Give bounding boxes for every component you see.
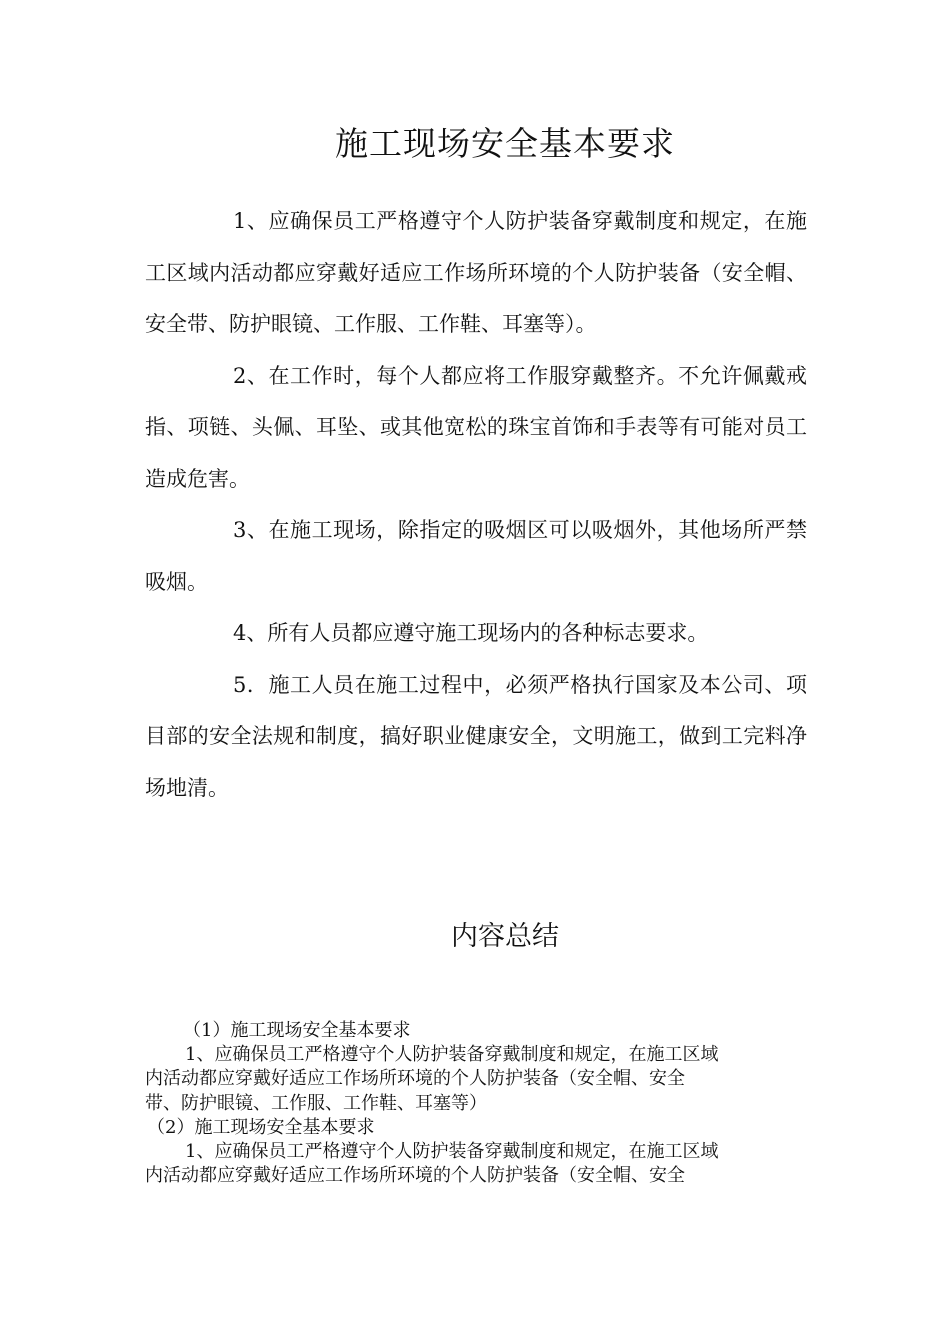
- summary-line: 带、防护眼镜、工作服、工作鞋、耳塞等）: [145, 1092, 487, 1114]
- requirement-paragraph-5: 5．施工人员在施工过程中，必须严格执行国家及本公司、项目部的安全法规和制度，搞好职业健康安全，文明施工，做到工完料净场地清。: [145, 672, 807, 800]
- summary-body: [145, 1019, 805, 1188]
- summary-line: 内活动都应穿戴好适应工作场所环境的个人防护装备（安全帽、安全: [145, 1068, 685, 1090]
- summary-line: 1、应确保员工严格遵守个人防护装备穿戴制度和规定，在施工区域: [185, 1141, 719, 1163]
- document-body: [145, 196, 807, 814]
- summary-title: 内容总结: [451, 921, 559, 952]
- summary-line: 内活动都应穿戴好适应工作场所环境的个人防护装备（安全帽、安全: [145, 1165, 685, 1187]
- summary-heading-2: （2）施工现场安全基本要求: [147, 1116, 375, 1138]
- requirement-paragraph-3: 3、在施工现场，除指定的吸烟区可以吸烟外，其他场所严禁吸烟。: [145, 518, 807, 594]
- summary-heading-1: （1）施工现场安全基本要求: [183, 1020, 411, 1041]
- requirement-paragraph-1: 1、应确保员工严格遵守个人防护装备穿戴制度和规定，在施工区域内活动都应穿戴好适应工作场所环境的个人防护装备（安全帽、安全带、防护眼镜、工作服、工作鞋、耳塞等）。: [145, 209, 807, 336]
- document-title: 施工现场安全基本要求: [335, 124, 675, 163]
- requirement-paragraph-2: 2、在工作时，每个人都应将工作服穿戴整齐。不允许佩戴戒指、项链、头佩、耳坠、或其他宽松的珠宝首饰和手表等有可能对员工造成危害。: [145, 363, 807, 491]
- requirement-paragraph-4: 4、所有人员都应遵守施工现场内的各种标志要求。: [233, 621, 709, 645]
- summary-line: 1、应确保员工严格遵守个人防护装备穿戴制度和规定，在施工区域: [185, 1044, 719, 1066]
